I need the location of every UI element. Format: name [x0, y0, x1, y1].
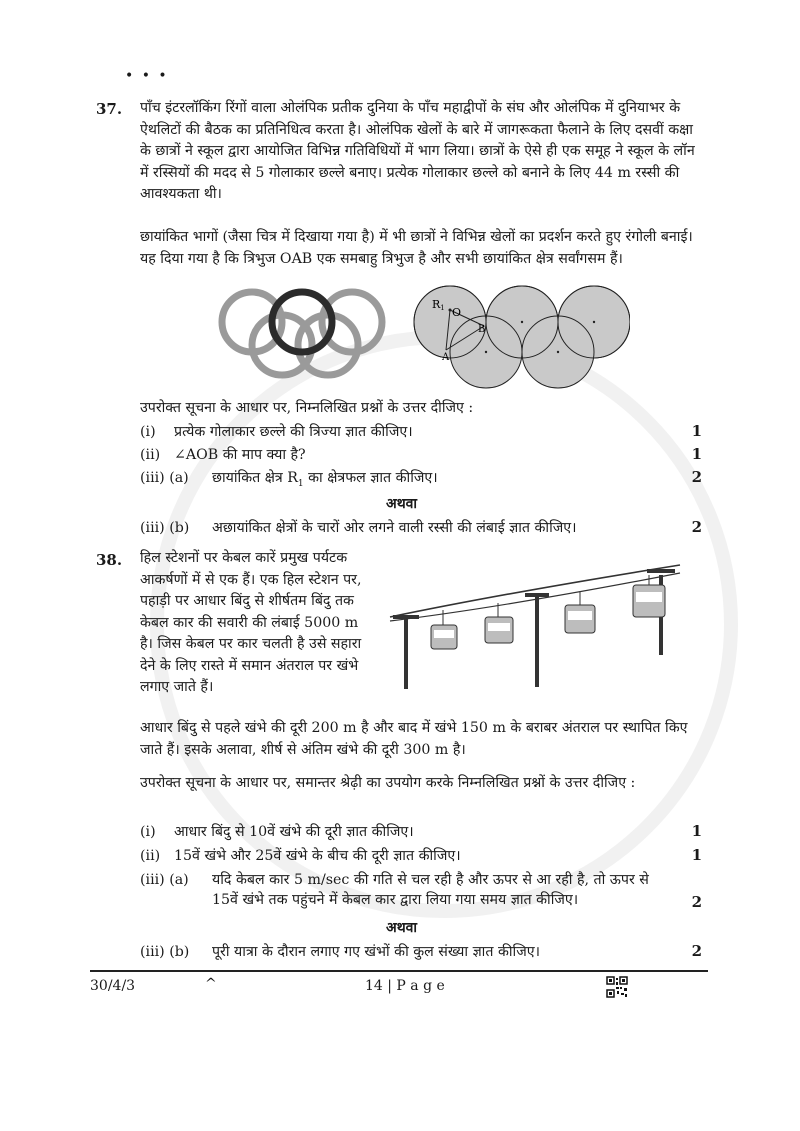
- shaded-circles-figure: [410, 282, 630, 392]
- question-number-37: 37.: [96, 100, 123, 118]
- q37-part-iii-a: [140, 468, 700, 494]
- part-text: ∠AOB की माप क्या है?: [174, 447, 306, 463]
- q38-part-ii: [140, 846, 700, 866]
- question-number-38: 38.: [96, 551, 123, 569]
- olympic-rings-figure: [210, 282, 400, 382]
- part-label: (iii) (b): [140, 520, 190, 536]
- q37-part-i: [140, 422, 700, 442]
- footer-rule: [90, 970, 708, 972]
- part-text: छायांकित क्षेत्र R: [212, 470, 298, 486]
- marks: 1: [691, 822, 702, 840]
- pylon-2: [525, 593, 549, 687]
- q37-part-iii-b: [140, 518, 700, 538]
- cable-car-2: [485, 603, 513, 643]
- part-label: (i): [140, 824, 156, 840]
- top-dots: • • •: [125, 68, 169, 84]
- q37-paragraph-1: पाँच इंटरलॉकिंग रिंगों वाला ओलंपिक प्रतीक दुनिया के पाँच महाद्वीपों के संघ और ओलंपिक में दुनियाभर के ऐथलिटों की बैठक का प्रतिनिधित्व करता है। ओलंपिक खेलों के बारे में जागरूकता फैलाने के लिए दसवीं कक्षा के छात्रों ने स्कूल द्वारा आयोजित विभिन्न गतिविधियों में भाग लिया। छात्रों के ऐसे ही एक समूह ने स्कूल के लॉन में रस्सियों की मदद से 5 गोलाकार छल्ले बनाए। प्रत्येक गोलाकार छल्ले को बनाने के लिए 44 m रस्सी की आवश्यकता थी।: [140, 100, 695, 202]
- part-label: (iii) (a): [140, 470, 189, 486]
- center-dot: [485, 351, 487, 353]
- center-dot: [521, 321, 523, 323]
- q37-paragraph-2: छायांकित भागों (जैसा चित्र में दिखाया गया है) में भी छात्रों ने विभिन्न खेलों का प्रदर्शन करते हुए रंगोली बनाई। यह दिया गया है कि त्रिभुज OAB एक समबाहु त्रिभुज है और सभी छायांकित क्षेत्र सर्वांगसम हैं।: [140, 229, 693, 267]
- q37-part-ii: [140, 445, 700, 465]
- marks: 1: [691, 422, 702, 440]
- label-a: A: [442, 352, 450, 363]
- part-label: (iii) (a): [140, 872, 189, 888]
- cable-car-3: [565, 591, 595, 633]
- part-label: (iii) (b): [140, 944, 190, 960]
- page-number: 14 | P a g e: [365, 978, 445, 994]
- footer-code: 30/4/3: [90, 978, 136, 994]
- marks: 2: [691, 893, 702, 911]
- q38-part-iii-a: [140, 870, 700, 910]
- part-text: यदि केबल कार 5 m/sec की गति से चल रही है और ऊपर से आ रही है, तो ऊपर से 15वें खंभे तक पहुंचने में केबल कार द्वारा लिया गया समय ज्ञात कीजिए।: [212, 872, 649, 908]
- q38-part-iii-b: [140, 942, 700, 962]
- pylon-1: [393, 615, 419, 689]
- center-dot: [557, 351, 559, 353]
- part-label: (ii): [140, 848, 161, 864]
- cable-car-1: [431, 610, 457, 649]
- part-text: 15वें खंभे और 25वें खंभे के बीच की दूरी ज्ञात कीजिए।: [174, 848, 461, 864]
- label-o: O: [452, 306, 462, 319]
- qr-code-icon: [606, 976, 628, 998]
- marks: 1: [691, 846, 702, 864]
- marks: 1: [691, 445, 702, 463]
- part-sub: 1: [297, 478, 304, 489]
- marks: 2: [691, 468, 702, 486]
- cable-car-figure: [385, 555, 700, 690]
- q38-paragraph-1: हिल स्टेशनों पर केबल कारें प्रमुख पर्यटक आकर्षणों में से एक हैं। एक हिल स्टेशन पर, पहाड़ी पर आधार बिंदु से शीर्षतम बिंदु तक केबल कार की सवारी की लंबाई 5000 m है। जिस केबल पर कार चलती है उसे सहारा देने के लिए रास्ते में समान अंतराल पर खंभे लगाए जाते हैं।: [140, 550, 362, 695]
- or-divider: अथवा: [386, 496, 418, 512]
- q37-intro: उपरोक्त सूचना के आधार पर, निम्नलिखित प्रश्नों के उत्तर दीजिए :: [140, 400, 474, 416]
- part-text: प्रत्येक गोलाकार छल्ले की त्रिज्या ज्ञात कीजिए।: [174, 424, 413, 440]
- label-b: B: [478, 324, 486, 335]
- q38-intro: उपरोक्त सूचना के आधार पर, समान्तर श्रेढ़ी का उपयोग करके निम्नलिखित प्रश्नों के उत्तर दीजिए :: [140, 775, 636, 791]
- part-label: (ii): [140, 447, 161, 463]
- footer-caret: ^: [205, 976, 217, 992]
- part-text: पूरी यात्रा के दौरान लगाए गए खंभों की कुल संख्या ज्ञात कीजिए।: [212, 944, 540, 960]
- marks: 2: [691, 518, 702, 536]
- q38-part-i: [140, 822, 700, 842]
- q38-paragraph-2: आधार बिंदु से पहले खंभे की दूरी 200 m है और बाद में खंभे 150 m के बराबर अंतराल पर स्थापित किए जाते हैं। इसके अलावा, शीर्ष से अंतिम खंभे की दूरी 300 m है।: [140, 720, 688, 758]
- or-divider: अथवा: [386, 920, 418, 936]
- part-text: आधार बिंदु से 10वें खंभे की दूरी ज्ञात कीजिए।: [174, 824, 414, 840]
- part-text: का क्षेत्रफल ज्ञात कीजिए।: [303, 470, 438, 486]
- label-r1: R1: [432, 298, 445, 312]
- center-dot: [593, 321, 595, 323]
- marks: 2: [691, 942, 702, 960]
- part-text: अछायांकित क्षेत्रों के चारों ओर लगने वाली रस्सी की लंबाई ज्ञात कीजिए।: [212, 520, 577, 536]
- part-label: (i): [140, 424, 156, 440]
